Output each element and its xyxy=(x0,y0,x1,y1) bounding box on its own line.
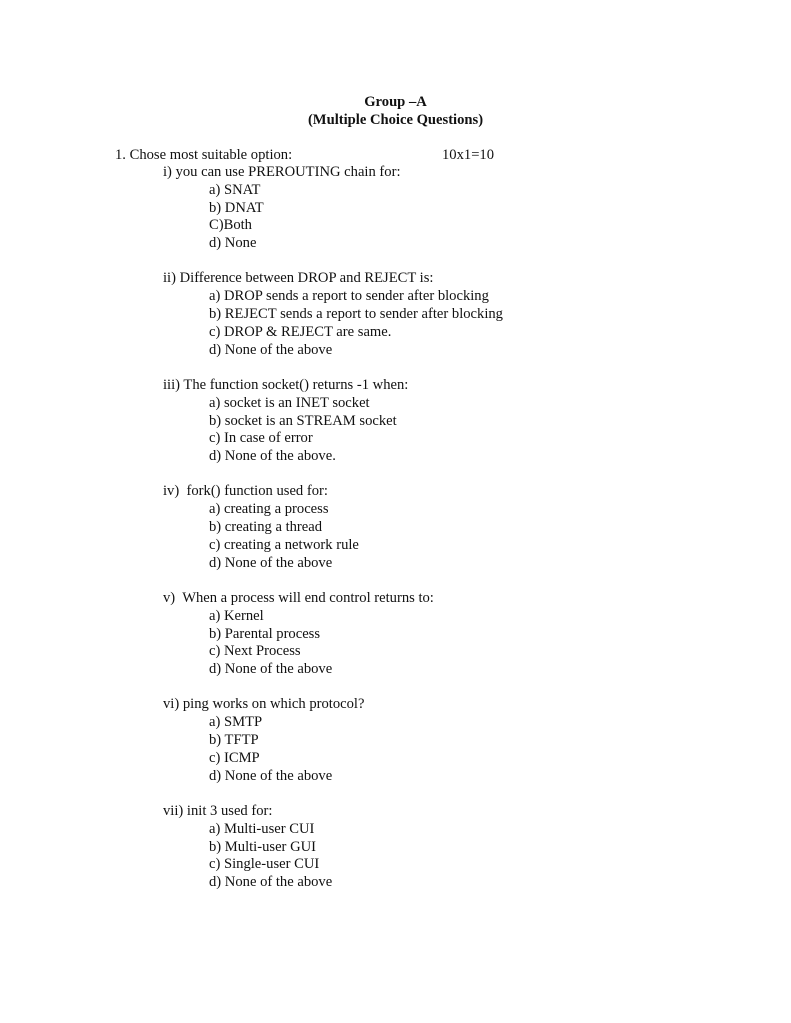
option-item: a) SNAT xyxy=(209,181,261,198)
option-item: C)Both xyxy=(209,217,252,234)
option-item: c) DROP & REJECT are same. xyxy=(209,323,392,340)
question-2 xyxy=(163,270,503,359)
option-item: d) None xyxy=(209,235,257,252)
group-heading: Group –A xyxy=(364,94,427,110)
question-7 xyxy=(163,803,503,892)
marks-allocation: 10x1=10 xyxy=(442,147,495,163)
question-text: iii) The function socket() returns -1 when: xyxy=(163,376,409,393)
option-item: d) None of the above. xyxy=(209,448,336,465)
question-3 xyxy=(163,377,503,466)
question-text: ii) Difference between DROP and REJECT is: xyxy=(163,270,434,287)
question-6 xyxy=(163,696,503,785)
question-1 xyxy=(163,164,503,253)
option-item: a) DROP sends a report to sender after blocking xyxy=(209,288,489,305)
option-item: a) creating a process xyxy=(209,501,329,518)
question-5 xyxy=(163,590,503,679)
option-item: c) creating a network rule xyxy=(209,536,359,553)
option-item: b) TFTP xyxy=(209,732,259,749)
option-item: b) socket is an STREAM socket xyxy=(209,412,397,429)
option-item: a) SMTP xyxy=(209,714,263,731)
question-text: vii) init 3 used for: xyxy=(163,802,273,819)
option-list xyxy=(163,182,503,253)
section-subtitle: (Multiple Choice Questions) xyxy=(307,112,484,128)
instruction-text: 1. Chose most suitable option: xyxy=(115,147,293,163)
option-item: c) In case of error xyxy=(209,430,313,447)
option-item: d) None of the above xyxy=(209,341,333,358)
option-item: c) ICMP xyxy=(209,749,260,766)
question-text: i) you can use PREROUTING chain for: xyxy=(163,164,401,180)
option-item: d) None of the above xyxy=(209,661,333,678)
option-list xyxy=(163,821,503,892)
option-item: a) Multi-user CUI xyxy=(209,820,315,837)
option-item: b) DNAT xyxy=(209,199,264,216)
option-item: d) None of the above xyxy=(209,874,333,891)
option-list xyxy=(163,395,503,466)
option-list xyxy=(163,288,503,359)
option-item: b) REJECT sends a report to sender after blocking xyxy=(209,306,503,323)
option-item: c) Single-user CUI xyxy=(209,856,320,873)
option-list xyxy=(163,714,503,785)
option-item: c) Next Process xyxy=(209,643,301,660)
option-item: b) creating a thread xyxy=(209,519,323,536)
question-4 xyxy=(163,483,503,572)
option-item: d) None of the above xyxy=(209,554,333,571)
option-item: a) Kernel xyxy=(209,607,264,624)
option-list xyxy=(163,501,503,572)
option-list xyxy=(163,608,503,679)
option-item: d) None of the above xyxy=(209,767,333,784)
option-item: a) socket is an INET socket xyxy=(209,394,370,411)
option-item: b) Multi-user GUI xyxy=(209,838,317,855)
question-text: vi) ping works on which protocol? xyxy=(163,696,365,713)
option-item: b) Parental process xyxy=(209,625,321,642)
question-text: v) When a process will end control returns to: xyxy=(163,589,434,606)
question-text: iv) fork() function used for: xyxy=(163,483,328,500)
question-list xyxy=(163,164,503,909)
